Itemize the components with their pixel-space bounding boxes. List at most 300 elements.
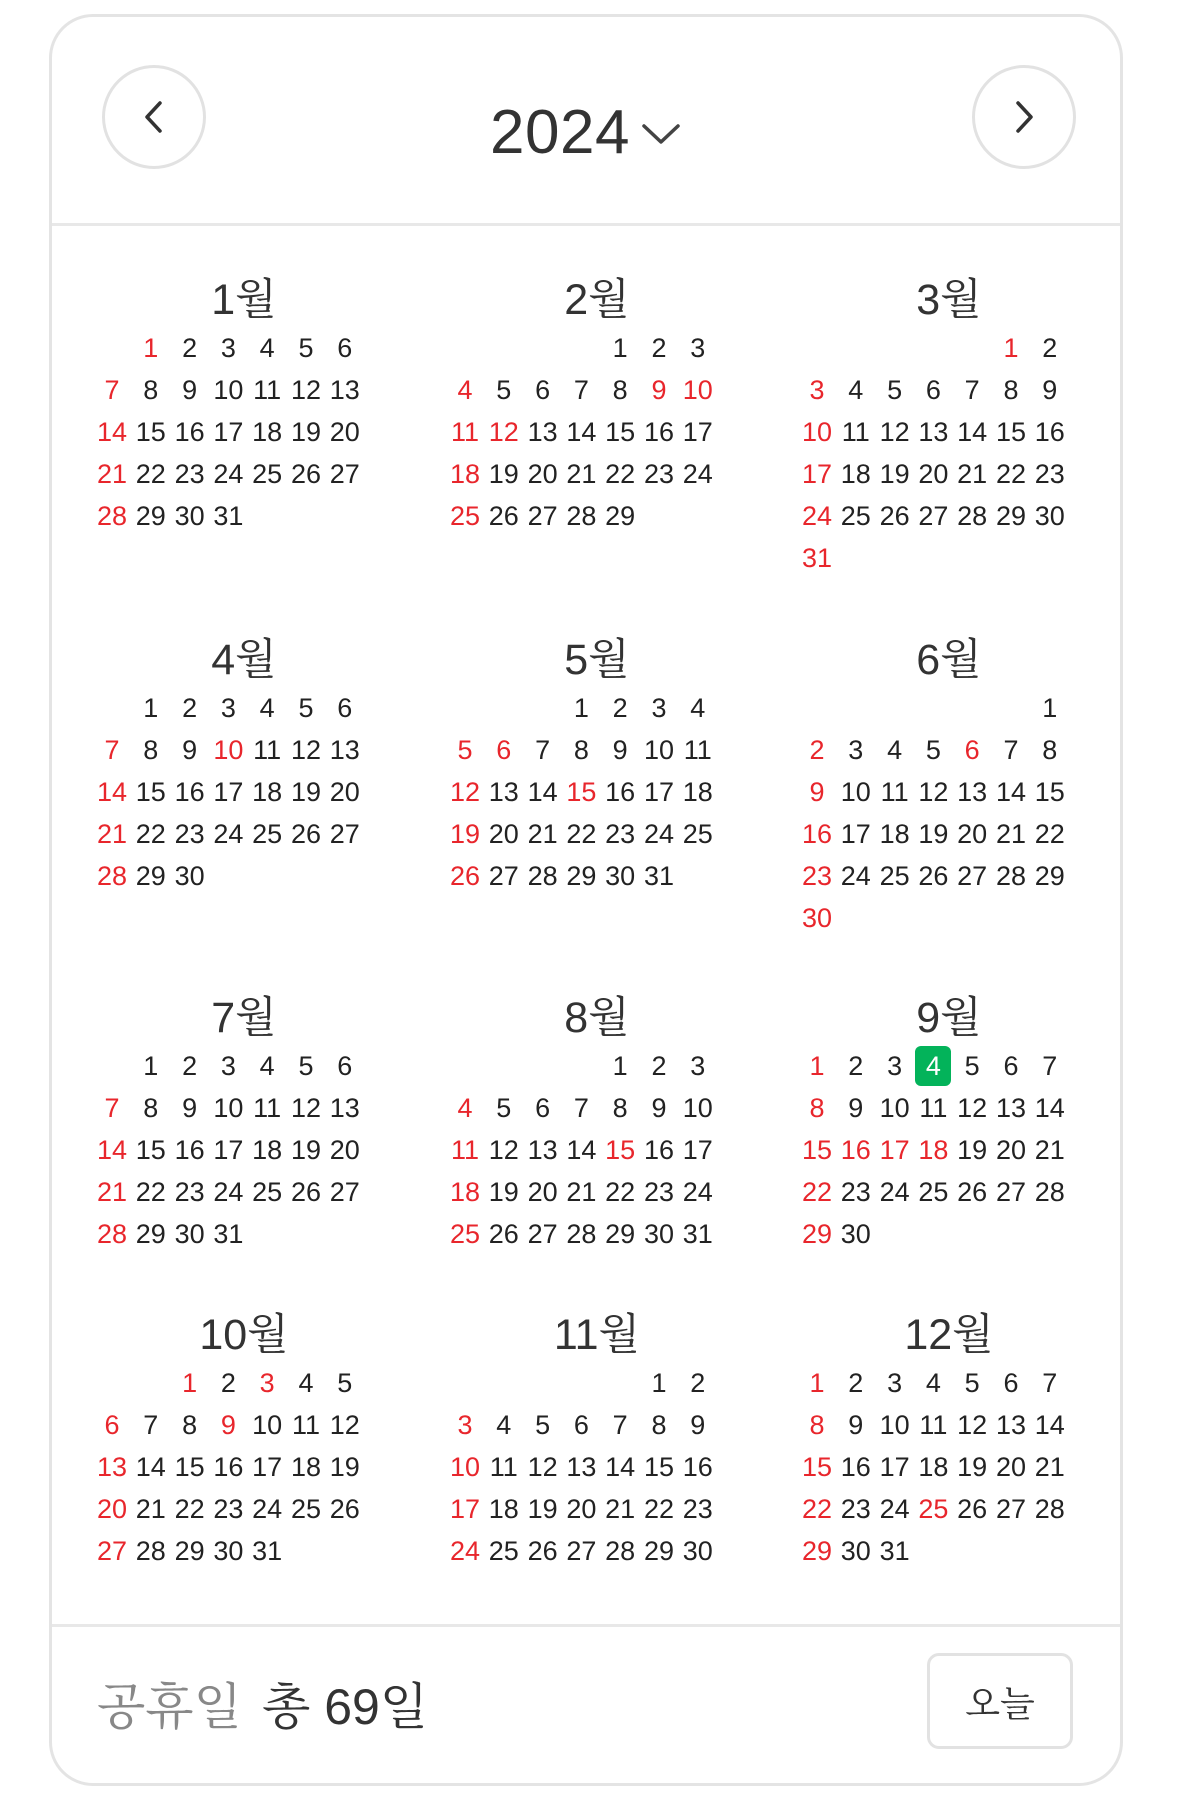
- date-cell[interactable]: 15: [135, 777, 166, 807]
- date-cell[interactable]: 11: [880, 777, 909, 807]
- date-cell[interactable]: 14: [605, 1452, 636, 1482]
- date-cell[interactable]: 9: [848, 1410, 864, 1440]
- date-cell[interactable]: 16: [174, 777, 205, 807]
- date-cell[interactable]: 20: [995, 1135, 1027, 1165]
- date-cell[interactable]: 19: [329, 1452, 360, 1482]
- date-cell[interactable]: 6: [573, 1410, 589, 1440]
- date-cell[interactable]: 23: [174, 1177, 205, 1207]
- date-cell[interactable]: 31: [213, 1219, 244, 1249]
- date-cell[interactable]: 30: [605, 861, 636, 891]
- date-cell[interactable]: 5: [337, 1368, 353, 1398]
- date-cell[interactable]: 10: [879, 1410, 910, 1440]
- date-cell[interactable]: 20: [329, 1135, 360, 1165]
- date-cell[interactable]: 21: [1034, 1135, 1065, 1165]
- date-cell[interactable]: 1: [612, 333, 628, 363]
- date-cell[interactable]: 6: [535, 1093, 551, 1123]
- date-cell[interactable]: 8: [1003, 375, 1019, 405]
- date-cell[interactable]: 11: [489, 1452, 518, 1482]
- date-cell[interactable]: 5: [535, 1410, 551, 1440]
- date-cell[interactable]: 15: [643, 1452, 675, 1482]
- date-cell[interactable]: 3: [690, 1051, 706, 1081]
- date-cell[interactable]: 17: [801, 459, 833, 489]
- date-cell[interactable]: 16: [643, 417, 675, 447]
- date-cell[interactable]: 27: [995, 1177, 1027, 1207]
- date-cell[interactable]: 13: [995, 1093, 1027, 1123]
- date-cell[interactable]: 25: [918, 1494, 949, 1524]
- date-cell[interactable]: 28: [957, 501, 988, 531]
- date-cell[interactable]: 6: [496, 735, 512, 765]
- date-cell[interactable]: 12: [918, 777, 949, 807]
- date-cell[interactable]: 25: [252, 819, 283, 849]
- date-cell[interactable]: 4: [259, 693, 275, 723]
- date-cell[interactable]: 11: [450, 1135, 480, 1165]
- date-cell[interactable]: 23: [174, 819, 205, 849]
- date-cell[interactable]: 1: [182, 1368, 198, 1398]
- date-cell[interactable]: 29: [605, 501, 636, 531]
- date-cell[interactable]: 1: [573, 693, 589, 723]
- date-cell[interactable]: 26: [488, 501, 519, 531]
- date-cell[interactable]: 2: [182, 333, 198, 363]
- date-cell[interactable]: 30: [174, 1219, 205, 1249]
- date-cell[interactable]: 3: [259, 1368, 275, 1398]
- date-cell[interactable]: 11: [253, 1093, 282, 1123]
- date-cell[interactable]: 5: [457, 735, 473, 765]
- date-cell[interactable]: 7: [573, 1093, 589, 1123]
- date-cell[interactable]: 22: [135, 459, 166, 489]
- date-cell[interactable]: 17: [879, 1135, 910, 1165]
- date-cell[interactable]: 22: [566, 819, 597, 849]
- date-cell[interactable]: 5: [298, 1051, 314, 1081]
- date-cell[interactable]: 19: [290, 1135, 322, 1165]
- date-cell[interactable]: 26: [290, 459, 322, 489]
- date-cell[interactable]: 22: [995, 459, 1027, 489]
- date-cell[interactable]: 9: [1042, 375, 1058, 405]
- date-cell[interactable]: 1: [143, 1051, 159, 1081]
- date-cell[interactable]: 12: [527, 1452, 558, 1482]
- date-cell[interactable]: 2: [612, 693, 628, 723]
- date-cell[interactable]: 17: [682, 417, 713, 447]
- date-cell[interactable]: 25: [449, 1219, 481, 1249]
- date-cell[interactable]: 18: [682, 777, 713, 807]
- date-cell[interactable]: 30: [213, 1536, 244, 1566]
- date-cell[interactable]: 17: [449, 1494, 481, 1524]
- date-cell[interactable]: 6: [337, 693, 353, 723]
- date-cell[interactable]: 23: [605, 819, 636, 849]
- date-cell[interactable]: 19: [957, 1452, 988, 1482]
- date-cell[interactable]: 8: [143, 735, 159, 765]
- date-cell[interactable]: 25: [488, 1536, 519, 1566]
- date-cell[interactable]: 26: [290, 1177, 322, 1207]
- date-cell[interactable]: 24: [879, 1494, 910, 1524]
- date-cell[interactable]: 2: [848, 1368, 864, 1398]
- date-cell[interactable]: 3: [848, 735, 864, 765]
- date-cell[interactable]: 18: [449, 459, 481, 489]
- date-cell[interactable]: 6: [535, 375, 551, 405]
- date-cell[interactable]: 12: [488, 1135, 519, 1165]
- date-cell[interactable]: 20: [329, 417, 360, 447]
- date-cell[interactable]: 19: [488, 459, 519, 489]
- date-cell[interactable]: 3: [809, 375, 825, 405]
- date-cell[interactable]: 27: [995, 1494, 1027, 1524]
- date-cell[interactable]: 26: [527, 1536, 558, 1566]
- date-cell[interactable]: 1: [809, 1368, 825, 1398]
- date-cell[interactable]: 30: [1034, 501, 1065, 531]
- date-cell[interactable]: 30: [682, 1536, 713, 1566]
- date-cell[interactable]: 29: [801, 1536, 833, 1566]
- date-cell[interactable]: 19: [290, 777, 322, 807]
- date-cell[interactable]: 7: [964, 375, 980, 405]
- date-cell[interactable]: 6: [964, 735, 980, 765]
- date-cell[interactable]: 21: [96, 819, 128, 849]
- date-cell[interactable]: 13: [957, 777, 988, 807]
- date-cell[interactable]: 21: [96, 459, 128, 489]
- date-cell[interactable]: 15: [801, 1135, 833, 1165]
- date-cell[interactable]: 1: [651, 1368, 667, 1398]
- date-cell[interactable]: 27: [329, 819, 360, 849]
- date-cell[interactable]: 13: [995, 1410, 1027, 1440]
- date-cell[interactable]: 15: [1034, 777, 1065, 807]
- date-cell[interactable]: 23: [643, 1177, 675, 1207]
- date-cell[interactable]: 23: [213, 1494, 244, 1524]
- date-cell[interactable]: 23: [801, 861, 833, 891]
- date-cell[interactable]: 17: [840, 819, 871, 849]
- date-cell[interactable]: 8: [612, 1093, 628, 1123]
- date-cell[interactable]: 21: [527, 819, 558, 849]
- date-cell[interactable]: 29: [566, 861, 597, 891]
- date-cell[interactable]: 27: [957, 861, 988, 891]
- date-cell[interactable]: 7: [143, 1410, 159, 1440]
- date-cell[interactable]: 17: [682, 1135, 713, 1165]
- date-cell[interactable]: 7: [1042, 1368, 1058, 1398]
- date-cell[interactable]: 14: [96, 1135, 128, 1165]
- date-cell[interactable]: 16: [801, 819, 833, 849]
- date-cell[interactable]: 5: [887, 375, 903, 405]
- date-cell[interactable]: 14: [566, 1135, 597, 1165]
- date-cell[interactable]: 24: [840, 861, 871, 891]
- today-button[interactable]: 오늘: [927, 1653, 1073, 1749]
- date-cell[interactable]: 29: [135, 861, 166, 891]
- date-cell[interactable]: 27: [527, 501, 558, 531]
- date-cell[interactable]: 4: [457, 1093, 473, 1123]
- today-date-cell[interactable]: 4: [915, 1046, 951, 1086]
- date-cell[interactable]: 18: [840, 459, 871, 489]
- date-cell[interactable]: 10: [213, 375, 244, 405]
- date-cell[interactable]: 20: [995, 1452, 1027, 1482]
- date-cell[interactable]: 13: [329, 735, 360, 765]
- date-cell[interactable]: 4: [887, 735, 903, 765]
- date-cell[interactable]: 12: [329, 1410, 360, 1440]
- date-cell[interactable]: 8: [182, 1410, 198, 1440]
- date-cell[interactable]: 24: [213, 1177, 244, 1207]
- date-cell[interactable]: 26: [488, 1219, 519, 1249]
- date-cell[interactable]: 11: [253, 375, 282, 405]
- date-cell[interactable]: 27: [527, 1219, 558, 1249]
- date-cell[interactable]: 2: [220, 1368, 236, 1398]
- date-cell[interactable]: 28: [566, 501, 597, 531]
- date-cell[interactable]: 26: [329, 1494, 360, 1524]
- date-cell[interactable]: 21: [135, 1494, 166, 1524]
- date-cell[interactable]: 17: [879, 1452, 910, 1482]
- date-cell[interactable]: 27: [566, 1536, 597, 1566]
- date-cell[interactable]: 23: [840, 1177, 871, 1207]
- date-cell[interactable]: 15: [605, 1135, 636, 1165]
- date-cell[interactable]: 8: [573, 735, 589, 765]
- date-cell[interactable]: 25: [918, 1177, 949, 1207]
- date-cell[interactable]: 29: [995, 501, 1027, 531]
- date-cell[interactable]: 31: [213, 501, 244, 531]
- date-cell[interactable]: 2: [690, 1368, 706, 1398]
- date-cell[interactable]: 23: [1034, 459, 1065, 489]
- date-cell[interactable]: 12: [957, 1410, 988, 1440]
- date-cell[interactable]: 4: [457, 375, 473, 405]
- date-cell[interactable]: 24: [801, 501, 833, 531]
- date-cell[interactable]: 27: [918, 501, 949, 531]
- date-cell[interactable]: 24: [213, 819, 244, 849]
- date-cell[interactable]: 29: [605, 1219, 636, 1249]
- date-cell[interactable]: 4: [848, 375, 864, 405]
- date-cell[interactable]: 14: [995, 777, 1027, 807]
- date-cell[interactable]: 2: [182, 1051, 198, 1081]
- date-cell[interactable]: 4: [690, 693, 706, 723]
- date-cell[interactable]: 28: [527, 861, 558, 891]
- date-cell[interactable]: 17: [213, 1135, 244, 1165]
- date-cell[interactable]: 28: [96, 861, 128, 891]
- date-cell[interactable]: 16: [213, 1452, 244, 1482]
- date-cell[interactable]: 29: [174, 1536, 205, 1566]
- date-cell[interactable]: 18: [918, 1452, 949, 1482]
- date-cell[interactable]: 13: [96, 1452, 128, 1482]
- date-cell[interactable]: 24: [213, 459, 244, 489]
- date-cell[interactable]: 18: [918, 1135, 949, 1165]
- date-cell[interactable]: 8: [809, 1093, 825, 1123]
- date-cell[interactable]: 7: [573, 375, 589, 405]
- date-cell[interactable]: 25: [252, 459, 283, 489]
- date-cell[interactable]: 14: [566, 417, 597, 447]
- date-cell[interactable]: 22: [1034, 819, 1065, 849]
- date-cell[interactable]: 8: [651, 1410, 667, 1440]
- date-cell[interactable]: 10: [682, 375, 713, 405]
- date-cell[interactable]: 12: [290, 1093, 322, 1123]
- date-cell[interactable]: 28: [96, 501, 128, 531]
- date-cell[interactable]: 21: [566, 1177, 597, 1207]
- date-cell[interactable]: 5: [496, 1093, 512, 1123]
- date-cell[interactable]: 7: [104, 375, 120, 405]
- date-cell[interactable]: 22: [643, 1494, 675, 1524]
- date-cell[interactable]: 24: [682, 459, 713, 489]
- date-cell[interactable]: 2: [848, 1051, 864, 1081]
- date-cell[interactable]: 14: [135, 1452, 166, 1482]
- date-cell[interactable]: 10: [801, 417, 833, 447]
- date-cell[interactable]: 10: [840, 777, 871, 807]
- date-cell[interactable]: 29: [135, 501, 166, 531]
- date-cell[interactable]: 25: [449, 501, 481, 531]
- date-cell[interactable]: 6: [925, 375, 941, 405]
- date-cell[interactable]: 29: [1034, 861, 1065, 891]
- date-cell[interactable]: 12: [879, 417, 910, 447]
- date-cell[interactable]: 28: [566, 1219, 597, 1249]
- date-cell[interactable]: 15: [135, 1135, 166, 1165]
- date-cell[interactable]: 9: [651, 1093, 667, 1123]
- date-cell[interactable]: 16: [174, 417, 205, 447]
- date-cell[interactable]: 11: [919, 1093, 948, 1123]
- date-cell[interactable]: 10: [213, 735, 244, 765]
- date-cell[interactable]: 14: [527, 777, 558, 807]
- date-cell[interactable]: 21: [957, 459, 988, 489]
- date-cell[interactable]: 31: [682, 1219, 713, 1249]
- date-cell[interactable]: 18: [252, 417, 283, 447]
- date-cell[interactable]: 22: [174, 1494, 205, 1524]
- date-cell[interactable]: 29: [801, 1219, 833, 1249]
- date-cell[interactable]: 30: [840, 1219, 871, 1249]
- date-cell[interactable]: 22: [801, 1494, 833, 1524]
- date-cell[interactable]: 1: [612, 1051, 628, 1081]
- date-cell[interactable]: 19: [488, 1177, 519, 1207]
- date-cell[interactable]: 22: [135, 819, 166, 849]
- date-cell[interactable]: 2: [651, 1051, 667, 1081]
- date-cell[interactable]: 6: [1003, 1368, 1019, 1398]
- date-cell[interactable]: 8: [143, 1093, 159, 1123]
- date-cell[interactable]: 26: [918, 861, 949, 891]
- date-cell[interactable]: 10: [449, 1452, 481, 1482]
- date-cell[interactable]: 2: [1042, 333, 1058, 363]
- date-cell[interactable]: 5: [925, 735, 941, 765]
- date-cell[interactable]: 19: [290, 417, 322, 447]
- date-cell[interactable]: 11: [253, 735, 282, 765]
- date-cell[interactable]: 24: [879, 1177, 910, 1207]
- date-cell[interactable]: 9: [651, 375, 667, 405]
- date-cell[interactable]: 25: [840, 501, 871, 531]
- date-cell[interactable]: 31: [643, 861, 675, 891]
- date-cell[interactable]: 6: [337, 333, 353, 363]
- date-cell[interactable]: 19: [449, 819, 481, 849]
- date-cell[interactable]: 23: [840, 1494, 871, 1524]
- date-cell[interactable]: 12: [449, 777, 481, 807]
- date-cell[interactable]: 20: [957, 819, 988, 849]
- date-cell[interactable]: 5: [298, 693, 314, 723]
- date-cell[interactable]: 9: [182, 1093, 198, 1123]
- date-cell[interactable]: 15: [174, 1452, 205, 1482]
- date-cell[interactable]: 19: [879, 459, 910, 489]
- date-cell[interactable]: 1: [809, 1051, 825, 1081]
- date-cell[interactable]: 22: [605, 1177, 636, 1207]
- next-year-button[interactable]: [972, 65, 1076, 169]
- date-cell[interactable]: 24: [682, 1177, 713, 1207]
- date-cell[interactable]: 27: [488, 861, 519, 891]
- date-cell[interactable]: 28: [995, 861, 1027, 891]
- date-cell[interactable]: 8: [612, 375, 628, 405]
- date-cell[interactable]: 20: [527, 459, 558, 489]
- date-cell[interactable]: 30: [840, 1536, 871, 1566]
- date-cell[interactable]: 23: [174, 459, 205, 489]
- date-cell[interactable]: 10: [643, 735, 675, 765]
- date-cell[interactable]: 12: [290, 735, 322, 765]
- date-cell[interactable]: 13: [566, 1452, 597, 1482]
- date-cell[interactable]: 3: [690, 333, 706, 363]
- date-cell[interactable]: 13: [329, 375, 360, 405]
- date-cell[interactable]: 18: [488, 1494, 519, 1524]
- date-cell[interactable]: 2: [651, 333, 667, 363]
- date-cell[interactable]: 30: [174, 501, 205, 531]
- date-cell[interactable]: 9: [809, 777, 825, 807]
- date-cell[interactable]: 1: [143, 693, 159, 723]
- date-cell[interactable]: 30: [643, 1219, 675, 1249]
- date-cell[interactable]: 18: [252, 1135, 283, 1165]
- date-cell[interactable]: 9: [690, 1410, 706, 1440]
- date-cell[interactable]: 9: [182, 735, 198, 765]
- date-cell[interactable]: 11: [841, 417, 870, 447]
- date-cell[interactable]: 17: [213, 417, 244, 447]
- date-cell[interactable]: 25: [879, 861, 910, 891]
- date-cell[interactable]: 23: [643, 459, 675, 489]
- date-cell[interactable]: 17: [643, 777, 675, 807]
- date-cell[interactable]: 7: [1042, 1051, 1058, 1081]
- date-cell[interactable]: 13: [329, 1093, 360, 1123]
- date-cell[interactable]: 9: [848, 1093, 864, 1123]
- date-cell[interactable]: 11: [450, 417, 480, 447]
- date-cell[interactable]: 8: [143, 375, 159, 405]
- date-cell[interactable]: 19: [957, 1135, 988, 1165]
- date-cell[interactable]: 16: [1034, 417, 1065, 447]
- date-cell[interactable]: 6: [337, 1051, 353, 1081]
- date-cell[interactable]: 5: [964, 1051, 980, 1081]
- date-cell[interactable]: 7: [535, 735, 551, 765]
- date-cell[interactable]: 9: [220, 1410, 236, 1440]
- date-cell[interactable]: 16: [174, 1135, 205, 1165]
- date-cell[interactable]: 21: [995, 819, 1027, 849]
- date-cell[interactable]: 28: [96, 1219, 128, 1249]
- date-cell[interactable]: 16: [840, 1135, 871, 1165]
- date-cell[interactable]: 27: [329, 1177, 360, 1207]
- date-cell[interactable]: 25: [682, 819, 713, 849]
- date-cell[interactable]: 7: [612, 1410, 628, 1440]
- date-cell[interactable]: 3: [651, 693, 667, 723]
- date-cell[interactable]: 18: [879, 819, 910, 849]
- date-cell[interactable]: 10: [252, 1410, 283, 1440]
- date-cell[interactable]: 20: [488, 819, 519, 849]
- date-cell[interactable]: 5: [964, 1368, 980, 1398]
- date-cell[interactable]: 21: [96, 1177, 128, 1207]
- date-cell[interactable]: 14: [957, 417, 988, 447]
- date-cell[interactable]: 26: [957, 1494, 988, 1524]
- date-cell[interactable]: 25: [252, 1177, 283, 1207]
- date-cell[interactable]: 22: [605, 459, 636, 489]
- date-cell[interactable]: 14: [1034, 1093, 1065, 1123]
- date-cell[interactable]: 10: [213, 1093, 244, 1123]
- date-cell[interactable]: 22: [135, 1177, 166, 1207]
- date-cell[interactable]: 26: [879, 501, 910, 531]
- date-cell[interactable]: 11: [683, 735, 712, 765]
- date-cell[interactable]: 10: [879, 1093, 910, 1123]
- date-cell[interactable]: 28: [1034, 1177, 1065, 1207]
- date-cell[interactable]: 16: [682, 1452, 713, 1482]
- date-cell[interactable]: 19: [918, 819, 949, 849]
- date-cell[interactable]: 7: [104, 735, 120, 765]
- date-cell[interactable]: 15: [566, 777, 597, 807]
- date-cell[interactable]: 16: [643, 1135, 675, 1165]
- date-cell[interactable]: 13: [918, 417, 949, 447]
- date-cell[interactable]: 1: [1003, 333, 1019, 363]
- date-cell[interactable]: 17: [213, 777, 244, 807]
- date-cell[interactable]: 4: [259, 333, 275, 363]
- date-cell[interactable]: 15: [801, 1452, 833, 1482]
- date-cell[interactable]: 13: [527, 1135, 558, 1165]
- date-cell[interactable]: 24: [643, 819, 675, 849]
- date-cell[interactable]: 16: [840, 1452, 871, 1482]
- date-cell[interactable]: 28: [1034, 1494, 1065, 1524]
- date-cell[interactable]: 5: [496, 375, 512, 405]
- date-cell[interactable]: 20: [918, 459, 949, 489]
- date-cell[interactable]: 21: [566, 459, 597, 489]
